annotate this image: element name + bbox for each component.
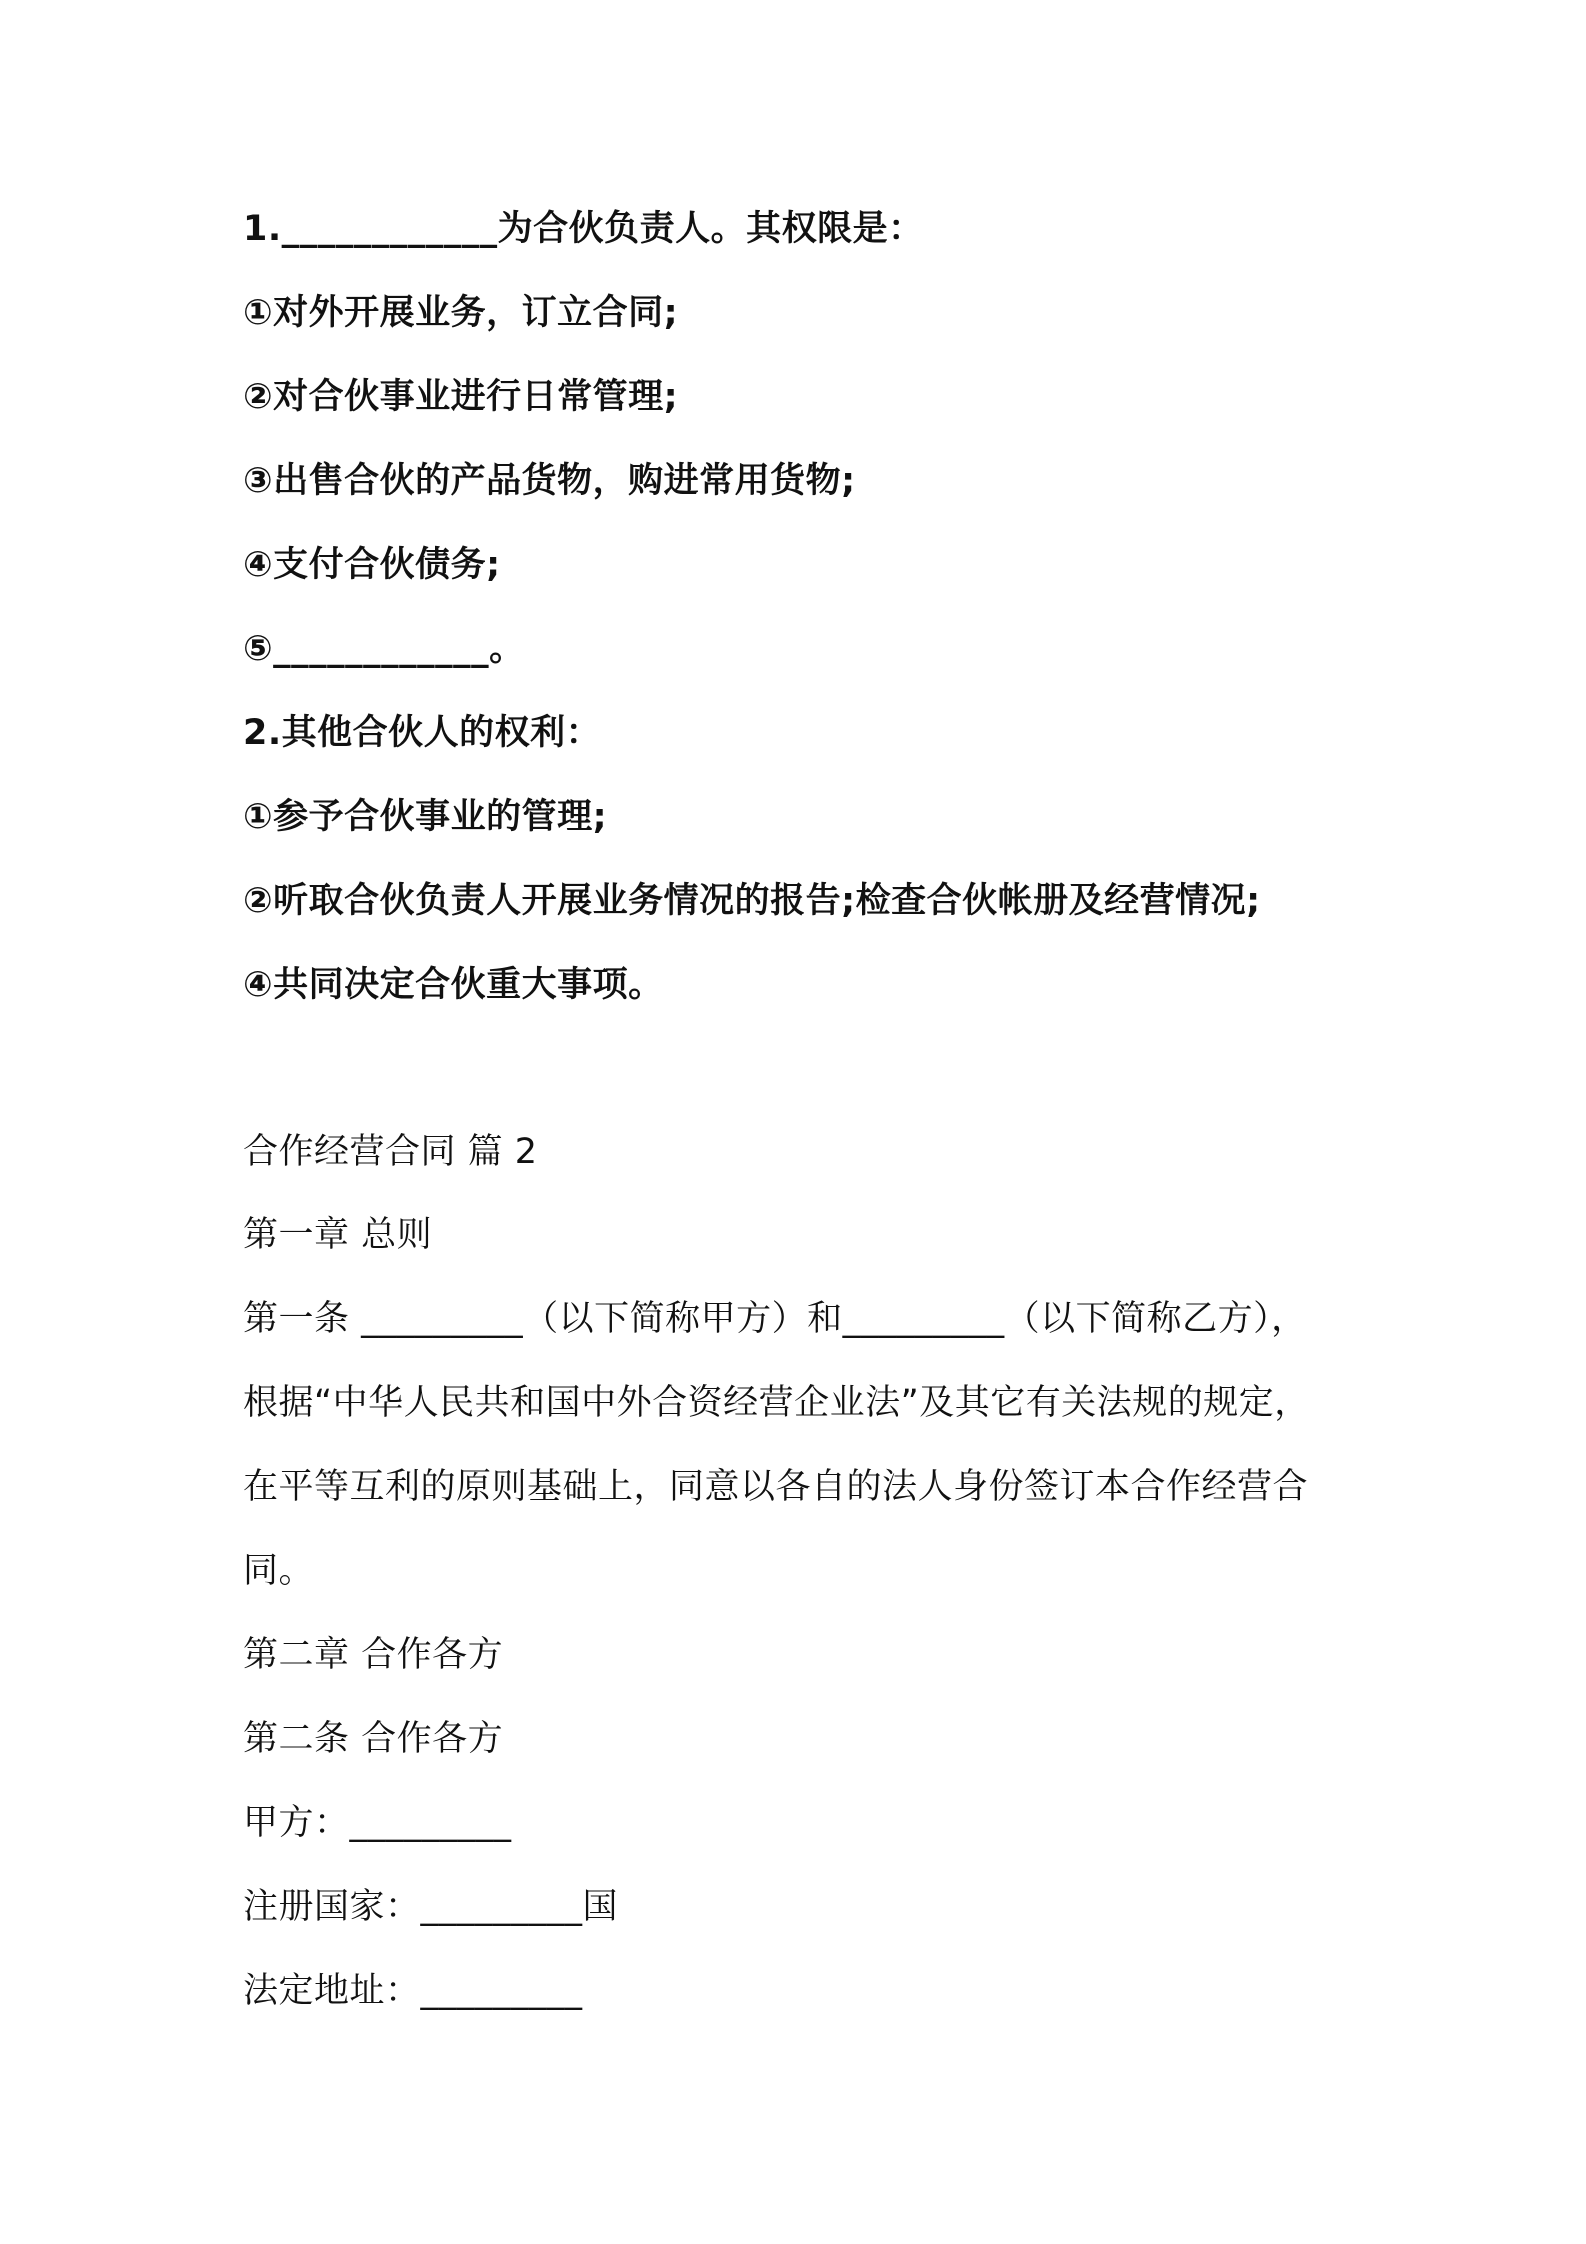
- chapter-1-heading: 第一章 总则: [243, 1215, 433, 1255]
- rights-item-2: ②听取合伙负责人开展业务情况的报告;检查合伙帐册及经营情况;: [243, 881, 1261, 921]
- article-1-line-3: 在平等互利的原则基础上，同意以各自的法人身份签订本合作经营合: [243, 1467, 1309, 1507]
- authority-item-2: ②对合伙事业进行日常管理;: [243, 377, 679, 417]
- partner-leader-clause: 1.____________为合伙负责人。其权限是：: [243, 209, 924, 249]
- authority-item-3: ③出售合伙的产品货物，购进常用货物;: [243, 461, 856, 501]
- registered-country-field: 注册国家：_________国: [243, 1887, 619, 1927]
- other-partners-rights-heading: 2.其他合伙人的权利：: [243, 713, 602, 753]
- contract-title: 合作经营合同 篇 2: [243, 1132, 538, 1172]
- authority-item-5: ⑤____________。: [243, 629, 525, 669]
- legal-address-field: 法定地址：_________: [243, 1971, 583, 2011]
- article-1-line-2: 根据“中华人民共和国中外合资经营企业法”及其它有关法规的规定，: [243, 1383, 1310, 1423]
- article-1-line-1: 第一条 _________（以下简称甲方）和_________（以下简称乙方），: [243, 1299, 1307, 1339]
- chapter-2-heading: 第二章 合作各方: [243, 1635, 504, 1675]
- authority-item-1: ①对外开展业务，订立合同;: [243, 293, 679, 333]
- rights-item-1: ①参予合伙事业的管理;: [243, 797, 608, 837]
- article-1-line-4: 同。: [243, 1551, 315, 1591]
- party-a-field: 甲方：_________: [243, 1803, 512, 1843]
- rights-item-4: ④共同决定合伙重大事项。: [243, 965, 664, 1005]
- authority-item-4: ④支付合伙债务;: [243, 545, 501, 585]
- article-2-heading: 第二条 合作各方: [243, 1719, 504, 1759]
